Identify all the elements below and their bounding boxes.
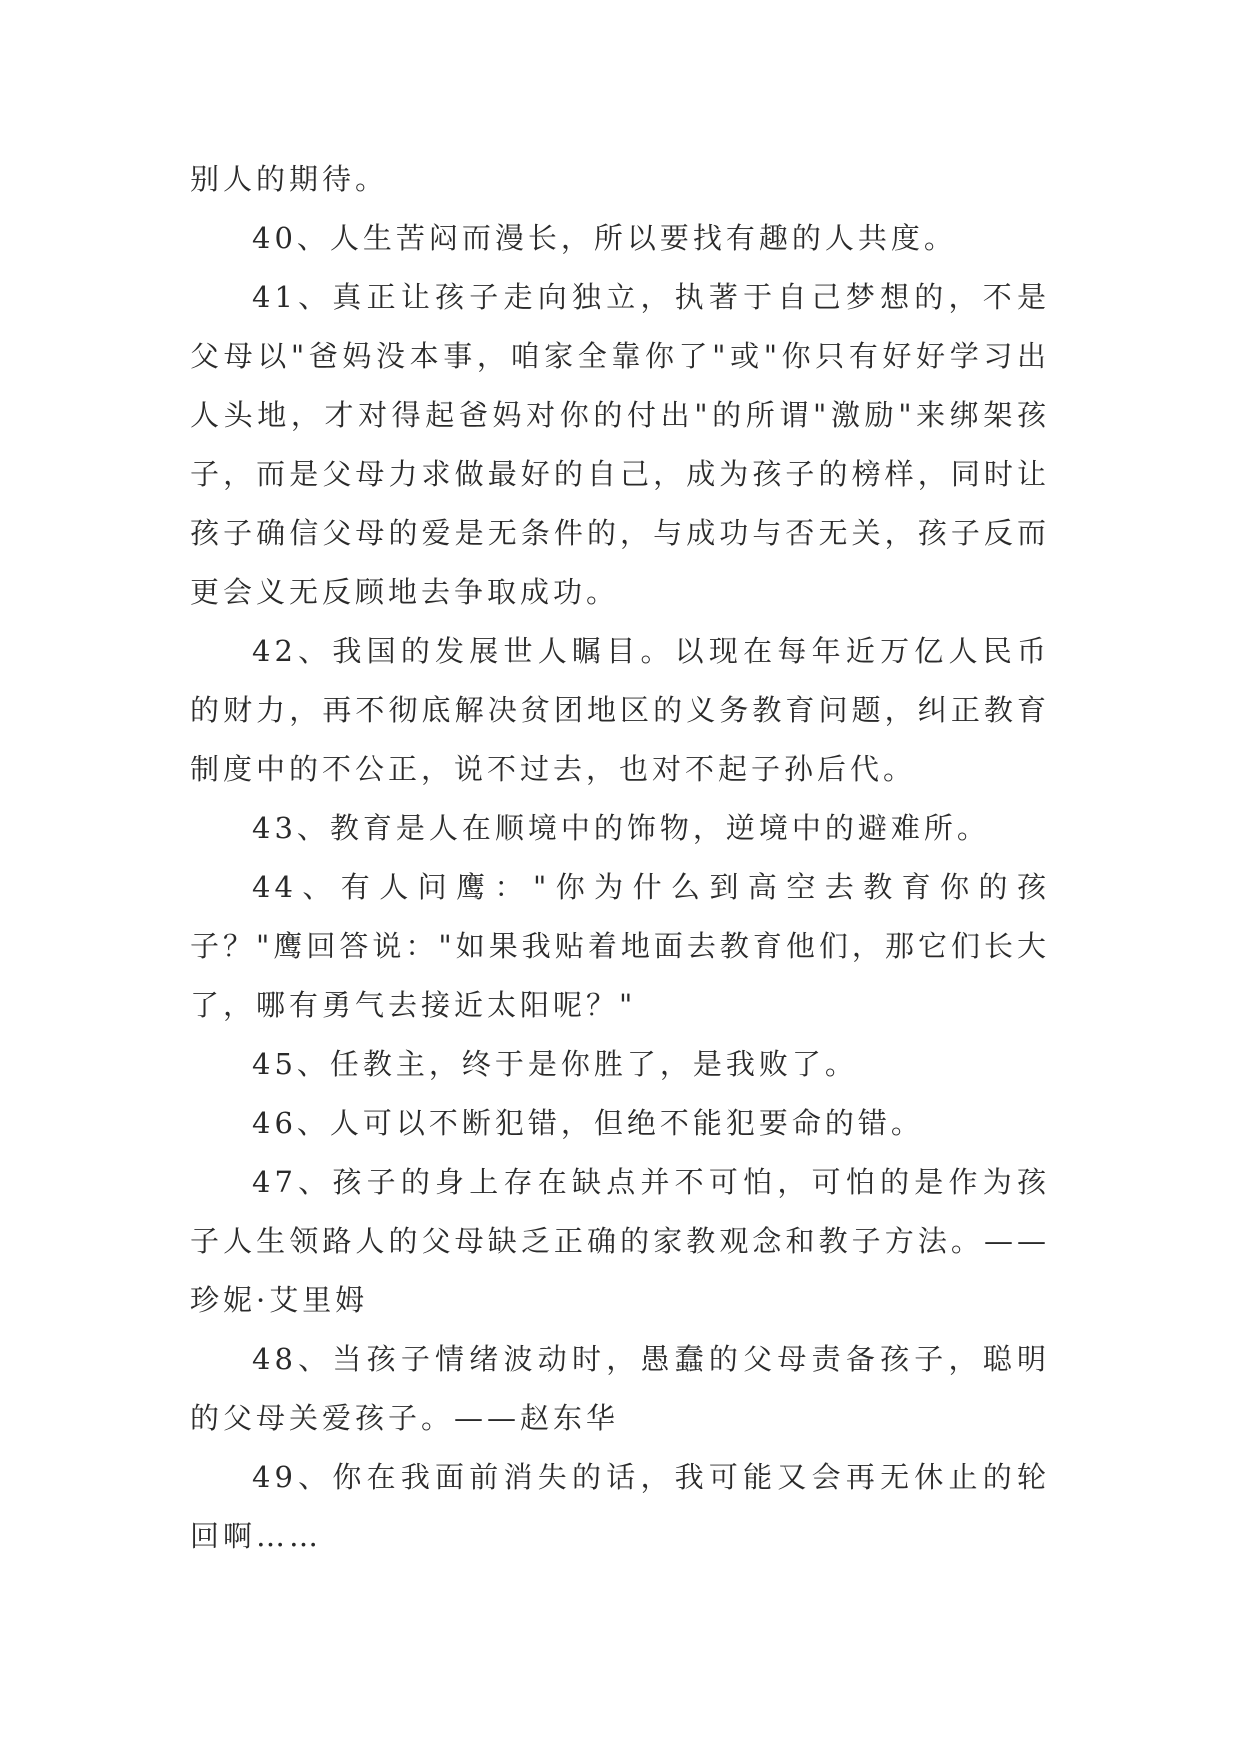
paragraph-continuation: 别人的期待。 [190,162,389,196]
paragraph-44: 44、有人问鹰："你为什么到高空去教育你的孩子？"鹰回答说："如果我贴着地面去教育他们，那它们长大了，哪有勇气去接近太阳呢？" [190,870,1050,1022]
paragraph-45: 45、任教主，终于是你胜了，是我败了。 [252,1047,858,1081]
paragraph-42: 42、我国的发展世人瞩目。以现在每年近万亿人民币的财力，再不彻底解决贫团地区的义务教育问题，纠正教育制度中的不公正，说不过去，也对不起子孙后代。 [190,634,1050,786]
paragraph-49: 49、你在我面前消失的话，我可能又会再无休止的轮回啊…… [190,1460,1050,1553]
paragraph-43: 43、教育是人在顺境中的饰物，逆境中的避难所。 [252,811,990,845]
paragraph-48: 48、当孩子情绪波动时，愚蠢的父母责备孩子，聪明的父母关爱孩子。——赵东华 [190,1342,1050,1435]
paragraph-41: 41、真正让孩子走向独立，执著于自己梦想的，不是父母以"爸妈没本事，咱家全靠你了"或"你只有好好学习出人头地，才对得起爸妈对你的付出"的所谓"激励"来绑架孩子，而是父母力求做最好的自己，成为孩子的榜样，同时让孩子确信父母的爱是无条件的，与成功与否无关，孩子反而更会义无反顾地去争取成功。 [190,280,1050,609]
paragraph-46: 46、人可以不断犯错，但绝不能犯要命的错。 [252,1106,924,1140]
document-body [190,150,1050,1566]
paragraph-40: 40、人生苦闷而漫长，所以要找有趣的人共度。 [252,221,957,255]
paragraph-47: 47、孩子的身上存在缺点并不可怕，可怕的是作为孩子人生领路人的父母缺乏正确的家教观念和教子方法。——珍妮·艾里姆 [190,1165,1050,1317]
